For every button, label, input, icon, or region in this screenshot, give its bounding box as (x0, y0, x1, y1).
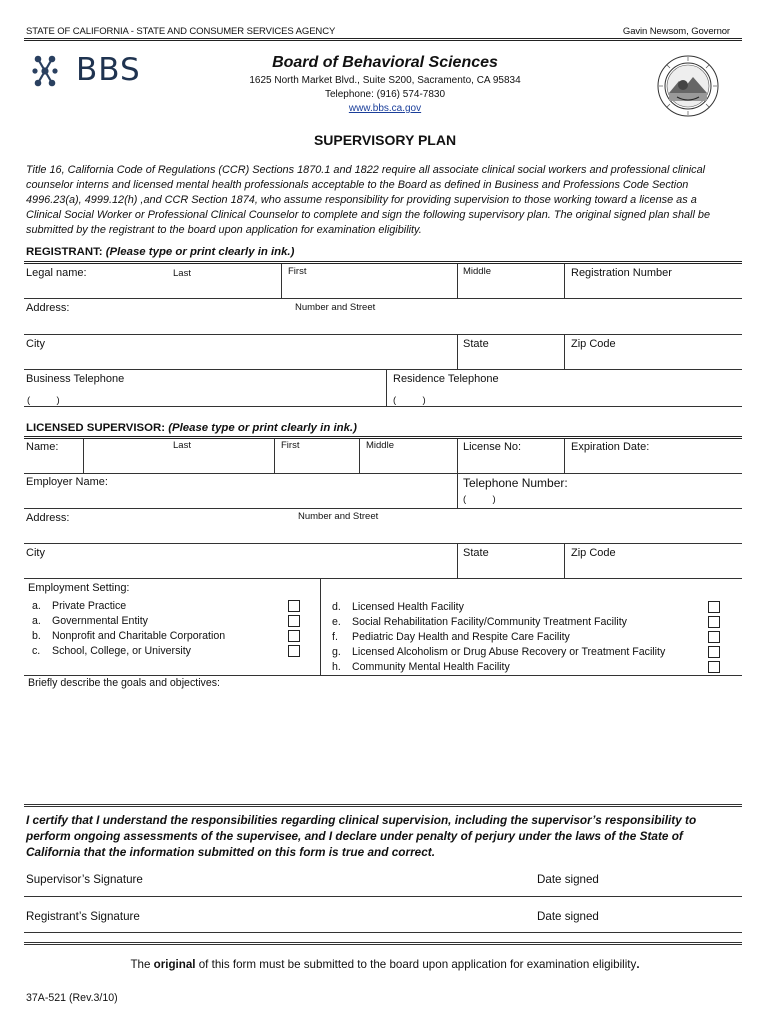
registrant-state-field[interactable] (458, 335, 564, 369)
checkbox-school[interactable] (288, 645, 300, 657)
checkbox-community-mental-health[interactable] (708, 661, 720, 673)
registrant-signature-label: Registrant’s Signature (26, 910, 140, 923)
footer-note: The original of this form must be submitted to the board upon application for examination eligibility. (130, 958, 640, 971)
supervisor-signature-label: Supervisor’s Signature (26, 873, 143, 886)
board-website-link[interactable]: www.bbs.ca.gov (348, 103, 422, 114)
board-name: Board of Behavioral Sciences (272, 54, 498, 71)
registrant-zip-label: Zip Code (571, 338, 616, 350)
supervisor-telephone-field[interactable] (458, 474, 742, 508)
board-address: 1625 North Market Blvd., Suite S200, Sacramento, CA 95834 (249, 75, 521, 86)
registrant-zip-field[interactable] (565, 335, 742, 369)
registrant-address-label: Address: (26, 302, 70, 314)
form-number: 37A-521 (Rev.3/10) (26, 992, 118, 1004)
residence-telephone-field[interactable] (387, 370, 742, 406)
option-governmental-entity: Governmental Entity (52, 615, 148, 627)
supervisor-name-label: Name: (26, 441, 59, 453)
california-state-seal-icon (657, 55, 719, 122)
legal-name-field[interactable] (24, 264, 564, 298)
supervisor-address-label: Address: (26, 512, 70, 524)
bbs-logo-text: BBS (76, 52, 141, 88)
registrant-signature-field[interactable] (24, 904, 742, 932)
supervisor-name-field[interactable] (84, 439, 457, 473)
goals-label: Briefly describe the goals and objectives: (28, 677, 220, 689)
license-no-field[interactable] (458, 439, 564, 473)
option-community-mental-health: Community Mental Health Facility (352, 661, 510, 673)
supervisor-zip-field[interactable] (565, 544, 742, 578)
supervisor-heading: LICENSED SUPERVISOR: (Please type or print clearly in ink.) (26, 422, 357, 434)
supervisor-zip-label: Zip Code (571, 547, 616, 559)
supervisor-date-label: Date signed (537, 873, 599, 886)
supervisor-telephone-label: Telephone Number: (463, 476, 568, 490)
checkbox-nonprofit[interactable] (288, 630, 300, 642)
certification-statement: I certify that I understand the responsibilities regarding clinical supervision, including the supervisor’s responsibility to perform ongoing assessments of the supervisee, and I declare under penalty of perjury under the laws of the State of California that the information submitted on this form is true and correct. (26, 813, 697, 859)
employer-name-label: Employer Name: (26, 476, 108, 488)
supervisor-city-field[interactable] (24, 544, 457, 578)
registrant-heading: REGISTRANT: (Please type or print clearly in ink.) (26, 246, 295, 258)
expiration-date-field[interactable] (565, 439, 742, 473)
registrant-city-label: City (26, 338, 45, 350)
registration-number-label: Registration Number (571, 267, 672, 279)
page-title: SUPERVISORY PLAN (313, 132, 457, 148)
option-licensed-health-facility: Licensed Health Facility (352, 601, 464, 613)
header-rule-double (24, 40, 742, 41)
option-private-practice: Private Practice (52, 600, 127, 612)
supervisor-city-label: City (26, 547, 45, 559)
checkbox-social-rehabilitation[interactable] (708, 616, 720, 628)
option-social-rehabilitation: Social Rehabilitation Facility/Community Treatment Facility (352, 616, 627, 628)
governor-line: Gavin Newsom, Governor (622, 26, 730, 37)
registrant-state-label: State (463, 338, 489, 350)
header-rule (24, 38, 742, 39)
registrant-city-field[interactable] (24, 335, 457, 369)
supervisor-signature-field[interactable] (24, 868, 742, 896)
option-school: School, College, or University (52, 645, 191, 657)
license-no-label: License No: (463, 441, 522, 453)
checkbox-licensed-health-facility[interactable] (708, 601, 720, 613)
checkbox-governmental-entity[interactable] (288, 615, 300, 627)
supervisor-address-field[interactable] (24, 509, 742, 543)
goals-textarea[interactable] (24, 692, 742, 802)
employer-name-field[interactable] (24, 474, 457, 508)
registrant-date-label: Date signed (537, 910, 599, 923)
supervisor-state-label: State (463, 547, 489, 559)
registrant-address-field[interactable] (24, 299, 742, 333)
expiration-date-label: Expiration Date: (571, 441, 650, 453)
board-telephone: Telephone: (916) 574-7830 (324, 89, 446, 100)
intro-paragraph: Title 16, California Code of Regulations (CCR) Sections 1870.1 and 1822 require all associate clinical social workers and professional clinical counselor interns and licensed mental health professionals acceptable to the Board as defined in Business and Professions Code Section 4996.23(a), 4999.12(h) ,and CCR Section 1874, who assume responsibility for providing supervision to those working toward a license as a Clinical Social Worker or Professional Clinical Counselor to complete and sign the following supervisory plan. The original signed plan shall be submitted by the registrant to the board upon application for examination eligibility. (26, 164, 711, 236)
supervisor-state-field[interactable] (458, 544, 564, 578)
legal-name-label: Legal name: (26, 267, 87, 279)
checkbox-pediatric-day-health[interactable] (708, 631, 720, 643)
registration-number-field[interactable] (565, 264, 742, 298)
business-telephone-label: Business Telephone (26, 373, 125, 385)
agency-line: STATE OF CALIFORNIA - STATE AND CONSUMER SERVICES AGENCY (26, 26, 336, 37)
business-telephone-field[interactable] (24, 370, 386, 406)
checkbox-private-practice[interactable] (288, 600, 300, 612)
option-pediatric-day-health: Pediatric Day Health and Respite Care Facility (352, 631, 570, 643)
option-alcohol-drug: Licensed Alcoholism or Drug Abuse Recovery or Treatment Facility (352, 646, 666, 658)
checkbox-alcohol-drug[interactable] (708, 646, 720, 658)
employment-setting-label: Employment Setting: (28, 582, 130, 594)
option-nonprofit: Nonprofit and Charitable Corporation (52, 630, 226, 642)
residence-telephone-label: Residence Telephone (393, 373, 499, 385)
